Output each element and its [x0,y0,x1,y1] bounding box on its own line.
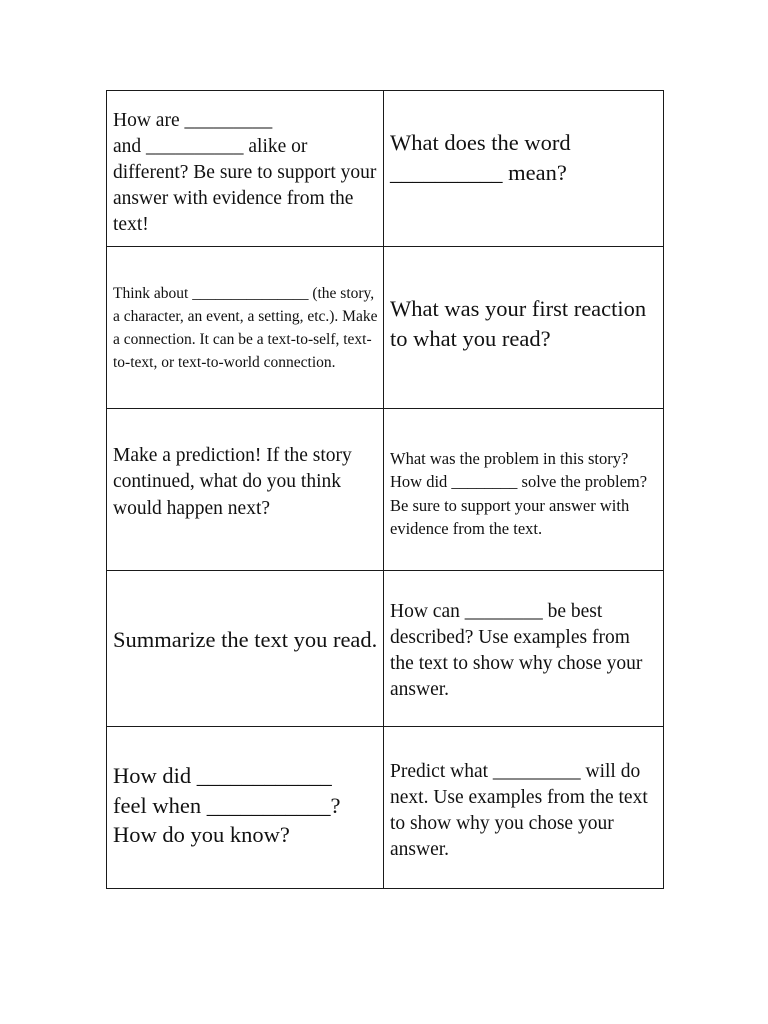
card-text: How did ____________ feel when ___________? How do you know? [113,763,341,848]
card-row [107,247,664,409]
card-summarize [107,571,384,727]
card-row [107,727,664,889]
card-text: Make a prediction! If the story continued, what do you think would happen next? [113,444,352,519]
card-compare-contrast [107,91,384,247]
card-row [107,409,664,571]
card-text: Summarize the text you read. [113,626,378,652]
card-make-connection [107,247,384,409]
card-text: What was your first reaction to what you read? [390,296,647,351]
card-story-problem [384,409,664,571]
card-word-meaning [384,91,664,247]
card-text: Predict what _________ will do next. Use examples from the text to show why you chose your answer. [390,760,648,860]
card-predict-character [384,727,664,889]
card-text: How are _________ and __________ alike or different? Be sure to support your answer with evidence from the text! [113,109,377,235]
card-text: What does the word __________ mean? [390,130,571,185]
card-row [107,571,664,727]
card-text: Think about _______________ (the story, a character, an event, a setting, etc.). Make a connection. It can be a text-to-self, text-to-text, or text-to-world connection. [113,284,378,371]
card-character-feelings [107,727,384,889]
card-row [107,91,664,247]
card-first-reaction [384,247,664,409]
question-cards-table [106,90,664,889]
card-make-prediction [107,409,384,571]
card-text: How can ________ be best described? Use examples from the text to show why chose your answer. [390,600,643,700]
card-text: What was the problem in this story? How did ________ solve the problem? Be sure to support your answer with evidence from the text. [390,448,648,538]
card-describe-character [384,571,664,727]
